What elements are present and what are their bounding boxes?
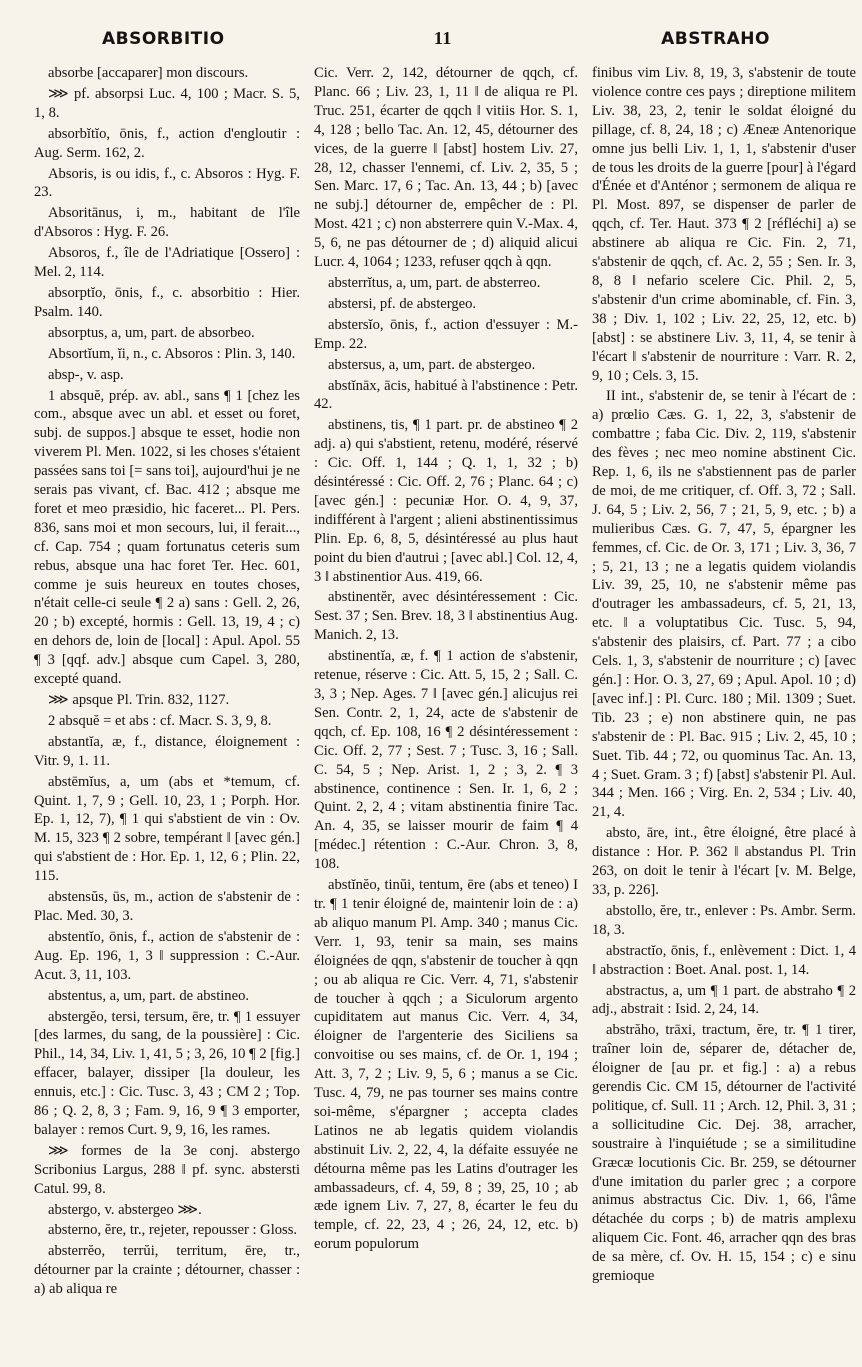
column-3 [592,64,856,1301]
dictionary-entry: Cic. Verr. 2, 142, détourner de qqch, cf. Planc. 66 ; Liv. 23, 1, 11 ‖ de aliqua re Pl. Truc. 251, écarter de qqch ‖ vitiis Hor. S. 1, 4, 128 ; bello Tac. An. 12, 45, détourner des vices, de la guerre ‖ [abst] hostem Liv. 27, 28, 12, chasser l'ennemi, cf. Liv. 2, 35, 5 ; Sen. Marc. 17, 6 ; Tac. An. 13, 44 ; b) [avec ne subj.] détourner de, empêcher de : Pl. Most. 421 ; c) non absterrere quin V.-Max. 4, 5, 6, ne pas détourner de ; d) aliquid alicui Lucr. 4, 1064 ; 1233, refuser qqch à qqn. [314,65,578,271]
dictionary-entry: abstergo, v. abstergeo ⋙. [48,1201,202,1218]
dictionary-entry: absorbe [accaparer] mon discours. [48,65,249,81]
dictionary-entry: ⋙ formes de la 3e conj. abstergo Scribonius Largus, 288 ‖ pf. sync. abstersti Catul. 99, 8. [34,1142,300,1197]
dictionary-entry: abstentĭo, ōnis, f., action de s'abstenir de : Aug. Ep. 196, 1, 3 ‖ suppression : C.-Aur. Acut. 3, 11, 103. [34,928,300,983]
dictionary-entry: abstantĭa, æ, f., distance, éloignement : Vitr. 9, 1. 11. [34,733,300,769]
dictionary-entry: abstergĕo, tersi, tersum, ēre, tr. ¶ 1 essuyer [des larmes, du sang, de la poussière] : Cic. Phil., 14, 34, Liv. 1, 41, 5 ; 3, 26, 10 ¶ 2 [fig.] effacer, balayer, dissiper [la douleur, les ennuis, etc.] : Cic. Tusc. 3, 43 ; CM 2 ; Top. 86 ; Q. 2, 8, 3 ; Fam. 9, 16, 9 ¶ 3 emporter, balayer : remos Curt. 9, 9, 16, les rames. [34,1008,300,1138]
dictionary-entry: abstĭnāx, ācis, habitué à l'abstinence : Petr. 42. [314,377,578,413]
dictionary-entry: absterrĭtus, a, um, part. de absterreo. [328,274,541,291]
running-head [34,28,840,58]
dictionary-entry: abstentus, a, um, part. de abstineo. [48,987,250,1004]
dictionary-entry: abstinentĭa, æ, f. ¶ 1 action de s'abstenir, retenue, réserve : Cic. Att. 5, 15, 2 ; Sall. C. 3, 3 ; Nep. Ages. 7 ‖ [avec gén.] alicujus rei Sen. Contr. 2, 1, 24, acte de s'abstenir de qqch, cf. Ep. 108, 16 ¶ 2 désintéressement : Cic. Off. 2, 77 ; Sest. 7 ; Tusc. 3, 16 ; Sall. C. 54, 5 ; Nep. Arist. 1, 2 ; 3, 2. ¶ 3 abstinence, continence : Sen. Ir. 1, 6, 2 ; Quint. 2, 2, 4 ; vitam abstinentia finire Tac. An. 4, 35, se laisser mourir de faim ¶ 4 [médec.] rétention : C.-Aur. Chron. 3, 8, 108. [314,648,578,873]
dictionary-entry: Absortĭum, ĭi, n., c. Absoros : Plin. 3, 140. [48,345,296,362]
dictionary-entry: abstensŭs, ūs, m., action de s'abstenir de : Plac. Med. 30, 3. [34,889,300,924]
dictionary-entry: absterrĕo, terrŭi, territum, ēre, tr., détourner par la crainte ; détourner, chasser : a) ab aliqua re [34,1243,300,1298]
dictionary-entry: abstersĭo, ōnis, f., action d'essuyer : M.-Emp. 22. [314,316,578,352]
header-left-guideword: ABSORBITIO [102,29,225,49]
dictionary-entry: 2 absquĕ = et abs : cf. Macr. S. 3, 9, 8. [48,712,272,729]
dictionary-entry: absto, āre, int., être éloigné, être placé à distance : Hor. P. 362 ‖ abstandus Pl. Trin 263, on doit le tenir à l'écart [v. M. Belge, 33, p. 226]. [592,825,856,898]
dictionary-entry: absterno, ĕre, tr., rejeter, repousser : Gloss. [48,1222,298,1239]
dictionary-entry: II int., s'abstenir de, se tenir à l'écart de : a) prœlio Cæs. G. 1, 22, 3, s'abstenir de combattre ; faba Cic. Div. 2, 119, s'abstenir des fèves ; nec meo nomine abstinent Cic. Rep. 1, 6, ils ne s'abstiennent pas de parler de moi, de me critiquer, cf. Off. 3, 72 ; Sall. J. 64, 5 ; Liv. 2, 56, 7 ; 21, 5, 9, etc. ; b) a mulieribus Cæs. G. 7, 47, 5, épargner les femmes, cf. Cic. de Or. 3, 171 ; Liv. 3, 36, 7 ; 5, 21, 13 ; ne a legatis quidem violandis Liv. 39, 25, 10, ne s'abstenir même pas d'outrager les ambassadeurs, cf. 5, 21, 13, etc. ‖ a voluptatibus Cic. Tusc. 5, 94, s'abstenir des plaisirs, cf. Part. 77 ; a cibo Cels. 1, 3, s'abstenir de nourriture ; c) [avec gén.] : Hor. O. 3, 27, 69 ; Apul. Apol. 10 ; d) [avec inf.] : Pl. Curc. 180 ; Mil. 1309 ; Suet. Tib. 23 ; e) non abstinere quin, ne pas s'abstenir de : Pl. Bac. 915 ; Liv. 2, 45, 10 ; Suet. Tib. 44 ; 72, ou quominus Tac. An. 13, 4 ; Suet. Gram. 3 ; f) [abst] s'abstenir Pl. Aul. 344 ; Men. 166 ; Virg. En. 2, 534 ; Liv. 40, 21, 4. [592,388,856,821]
header-right-guideword: ABSTRAHO [661,29,770,49]
dictionary-entry: abstinentĕr, avec désintéressement : Cic. Sest. 37 ; Sen. Brev. 18, 3 ‖ abstinentius Aug. Manich. 2, 13. [314,589,578,644]
dictionary-entry: abstēmĭus, a, um (abs et *temum, cf. Quint. 1, 7, 9 ; Gell. 10, 23, 1 ; Porph. Hor. Ep. 1, 12, 7), ¶ 1 qui s'abstient de vin : Ov. M. 15, 323 ¶ 2 sobre, tempérant ‖ [avec gén.] qui s'abstient de : Hor. Ep. 1, 12, 6 ; Plin. 22, 115. [34,773,300,885]
text-columns [34,64,857,1301]
dictionary-entry: absorptus, a, um, part. de absorbeo. [48,324,255,341]
dictionary-entry: abstinens, tis, ¶ 1 part. pr. de abstineo ¶ 2 adj. a) qui s'abstient, retenu, modéré, réservé : Cic. Off. 1, 144 ; Q. 1, 1, 32 ; b) désintéressé : Cic. Off. 2, 76 ; Planc. 64 ; c) [avec gén.] : pecuniæ Hor. O. 4, 9, 37, indifférent à l'argent ; alieni abstinentissimus Plin. Ep. 6, 8, 5, désintéressé au plus haut point du bien d'autrui ; [avec abl.] Col. 12, 4, 3 ‖ abstinentior Aus. 419, 66. [314,417,578,585]
dictionary-entry: finibus vim Liv. 8, 19, 3, s'abstenir de toute violence contre ces pays ; direptione militem Liv. 38, 23, 2, tenir le soldat éloigné du pillage, cf. 8, 24, 18 ; c) Æneæ Antenorique omne jus belli Liv. 1, 1, 1, s'abstenir d'user de tous les droits de la guerre [pour] à l'égard d'Énée et d'Anténor ; sermonem de aliqua re Pl. Most. 897, se dispenser de parler de qqch, cf. Ter. Haut. 373 ¶ 2 [réfléchi] a) se abstinere ab aliqua re Cic. Fin. 2, 71, s'abstenir de qqch, cf. Ac. 2, 55 ; Sen. Ir. 3, 8, 8 ‖ nefario scelere Cic. Phil. 2, 5, s'abstenir d'un crime abominable, cf. Fin. 3, 38 ; Div. 1, 102 ; Liv. 22, 25, 12, etc. b) [abst] : se abstinere Liv. 3, 11, 4, se tenir à l'écart ‖ s'abstenir de nourriture : Varr. R. 2, 9, 10 ; Cels. 3, 15. [592,65,857,384]
dictionary-entry: ⋙ apsque Pl. Trin. 832, 1127. [48,692,230,708]
dictionary-entry: Absoritānus, i, m., habitant de l'île d'Absoros : Hyg. F. 26. [34,205,300,241]
dictionary-entry: ⋙ pf. absorpsi Luc. 4, 100 ; Macr. S. 5, 1, 8. [34,85,300,121]
dictionary-entry: absp-, v. asp. [48,366,124,383]
dictionary-entry: abstersi, pf. de abstergeo. [328,295,477,312]
dictionary-entry: abstersus, a, um, part. de abstergeo. [328,356,536,373]
dictionary-entry: abstrăho, trāxi, tractum, ĕre, tr. ¶ 1 tirer, traîner loin de, séparer de, détacher de, éloigner de [au pr. et fig.] : a) a rebus gerendis Cic. CM 15, détourner de l'activité politique, cf. Sull. 11 ; Arch. 12, Phil. 3, 31 ; a sollicitudine Cic. Dej. 38, arracher, soustraire à l'inquiétude ; se a similitudine Græcæ locutionis Cic. Br. 259, se détourner d'une imitation du parler grec ; a corpore animus abstractus Cic. Div. 1, 66, l'âme détachée du corps ; b) de matris amplexu aliquem Cic. Font. 46, arracher qqn des bras de sa mère, cf. Ov. H. 15, 154 ; c) e sinu gremioque [592,1022,856,1285]
dictionary-entry: Absoros, f., île de l'Adriatique [Ossero] : Mel. 2, 114. [34,245,300,281]
dictionary-entry: absorptĭo, ōnis, f., c. absorbitio : Hier. Psalm. 140. [34,284,300,320]
dictionary-entry: abstollo, ĕre, tr., enlever : Ps. Ambr. Serm. 18, 3. [592,902,856,938]
column-2 [314,64,578,1301]
column-1 [34,64,300,1301]
dictionary-entry: abstractĭo, ōnis, f., enlèvement : Dict. 1, 4 ‖ abstraction : Boet. Anal. post. 1, 14. [592,942,856,978]
dictionary-entry: abstĭnĕo, tinŭi, tentum, ēre (abs et teneo) I tr. ¶ 1 tenir éloigné de, maintenir loin de : a) ab aliquo manum Pl. Amp. 340 ; manus Cic. Verr. 1, 93, tenir sa main, ses mains éloignées de qqn, s'abstenir de toucher à qqn ; ou ab aliqua re Cic. Verr. 4, 71, s'abstenir de toucher à qqch ; a Siculorum argento cupiditatem aut manus Cic. Verr. 4, 34, éloigner de l'argenterie des Siciliens sa convoitise ou ses mains, cf. de Or. 1, 194 ; Att. 3, 7, 2 ; Liv. 9, 5, 6 ; manus a se Cic. Tusc. 4, 79, ne pas tourner ses mains contre soi-même, s'épargner ; accepta clades Latinos ne ab legatis quidem violandis abstinuit Liv. 2, 22, 4, la défaite essuyée ne détourna même pas les Latins d'outrager les ambassadeurs, cf. 4, 59, 8 ; 39, 25, 10 ; ab æde ignem Liv. 7, 27, 8, écarter le feu du temple, cf. 22, 23, 4 ; 26, 24, 12, etc. b) eorum populorum [314,877,578,1253]
dictionary-entry: 1 absquĕ, prép. av. abl., sans ¶ 1 [chez les com., absque avec un abl. et esset ou foret, subj. de suppos.] absque te esset, hodie non viverem Pl. Men. 1022, si les choses s'étaient passées sans toi [= sans toi], aujourd'hui je ne serais pas vivant, cf. Bac. 412 ; absque me foret et meo præsidio, hic faceret... Pl. Pers. 836, sans moi et mon secours, lui, il ferait..., cf. Cap. 754 ; quam fortunatus ceteris sum rebus, absque una hac foret Ter. Hec. 601, comme je suis heureux en toutes choses, n'était celle-ci seule ¶ 2 a) sans : Gell. 2, 26, 20 ; b) excepté, hormis : Gell. 13, 19, 4 ; c) en dehors de, loin de [local] : Apul. Apol. 55 ¶ 3 [qqf. adv.] absque cum Capel. 3, 280, excepté quand. [34,387,300,688]
page-number: 11 [433,28,452,48]
dictionary-entry: abstractus, a, um ¶ 1 part. de abstraho ¶ 2 adj., abstrait : Isid. 2, 24, 14. [592,982,856,1018]
dictionary-entry: Absoris, is ou idis, f., c. Absoros : Hyg. F. 23. [34,165,300,201]
dictionary-entry: absorbĭtĭo, ōnis, f., action d'engloutir : Aug. Serm. 162, 2. [34,125,300,161]
